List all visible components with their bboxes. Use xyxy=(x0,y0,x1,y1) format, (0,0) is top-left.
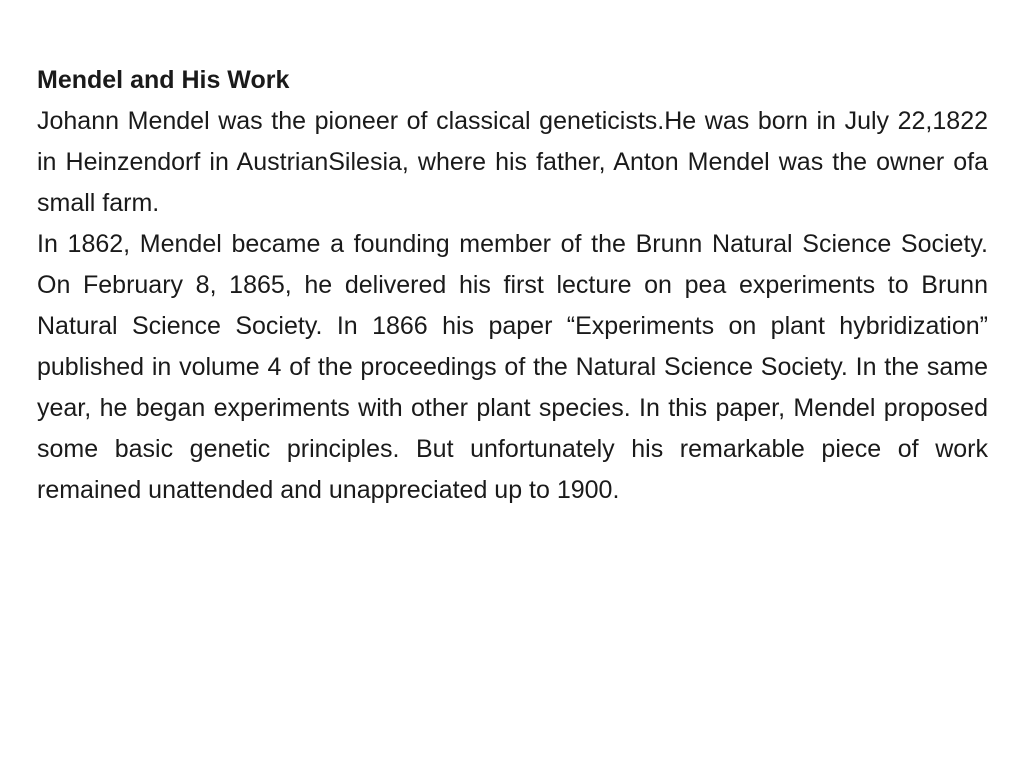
paragraph-intro: Johann Mendel was the pioneer of classical geneticists.He was born in July 22,1822 in Heinzendorf in AustrianSilesia, where his father, Anton Mendel was the owner ofa small farm. xyxy=(37,107,988,217)
slide-content xyxy=(37,60,988,511)
slide-title: Mendel and His Work xyxy=(37,66,290,94)
paragraph-work: In 1862, Mendel became a founding member of the Brunn Natural Science Society. On February 8, 1865, he delivered his first lecture on pea experiments to Brunn Natural Science Society. In 1866 his paper “Experiments on plant hybridization” published in volume 4 of the proceedings of the Natural Science Society. In the same year, he began experiments with other plant species. In this paper, Mendel proposed some basic genetic principles. But unfortunately his remarkable piece of work remained unattended and unappreciated up to 1900. xyxy=(37,230,988,504)
